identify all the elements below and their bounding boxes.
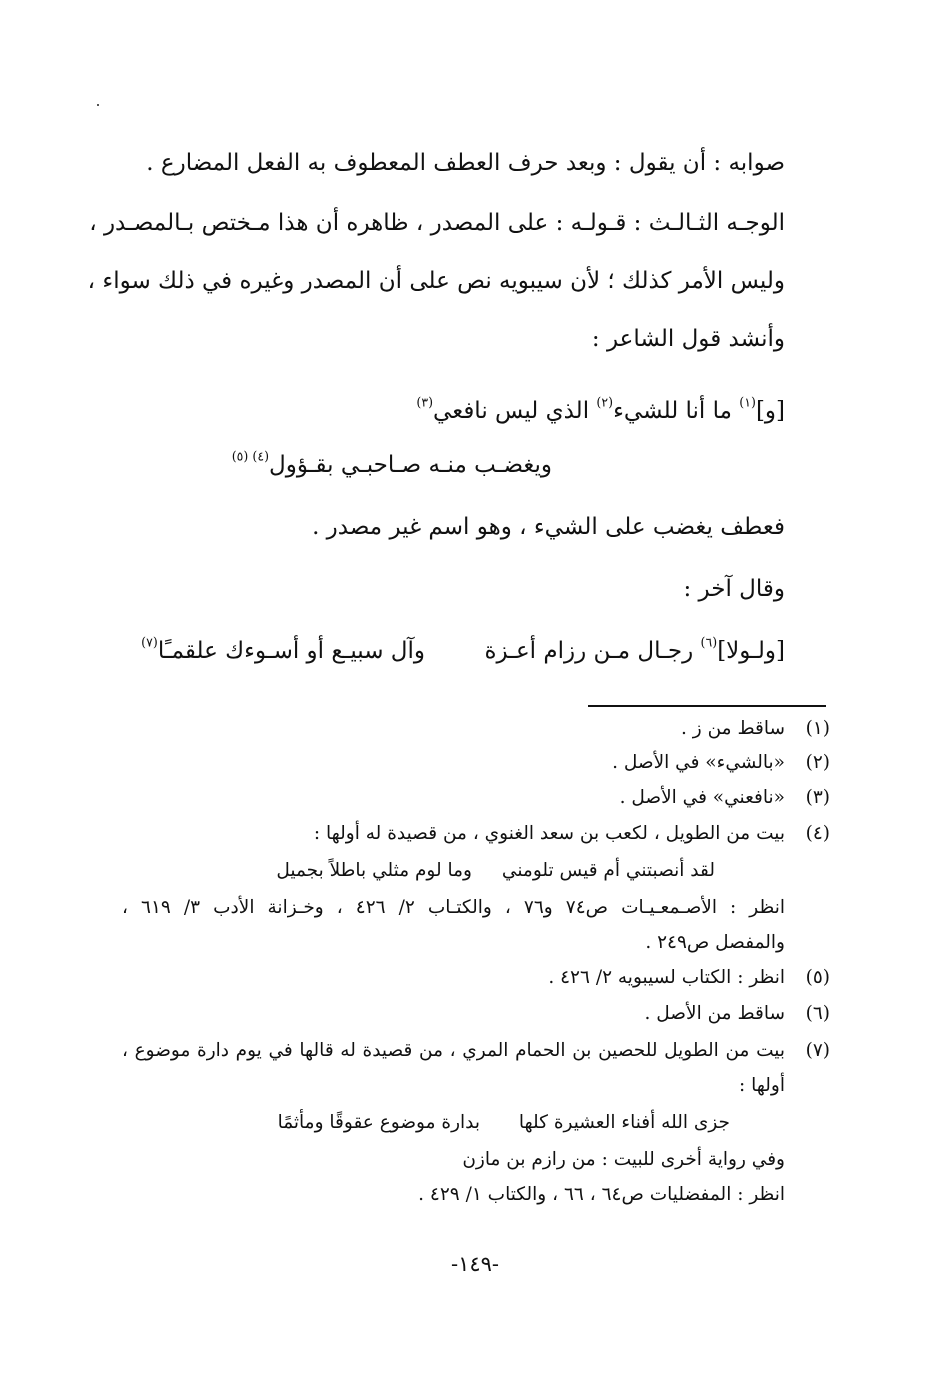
paragraph-line: وأنشد قول الشاعر :	[591, 326, 785, 352]
verse-line-3	[484, 634, 785, 664]
footnote-ref: (١)	[739, 394, 756, 410]
footnote-text: بيت من الطويل للحصين بن الحمام المري ، من قصيدة له قالها في يوم دارة موضوع ،	[122, 1040, 785, 1061]
verse-text: [ولـولا]	[717, 638, 785, 664]
footnote-number: (٣)	[805, 787, 830, 808]
verse-text: [و]	[755, 398, 785, 424]
verse-line-2	[231, 448, 552, 478]
footnote-text: انظر : الأصـمعـيـات ص٧٤ و٧٦ ، والكتـاب ٢/ ٤٢٦ ، وخـزانة الأدب ٣/ ٦١٩ ،	[122, 897, 785, 918]
footnote-number: (٦)	[805, 1003, 830, 1024]
footnote-verse-first-half: جزى الله أفناء العشيرة كلها	[518, 1112, 730, 1133]
verse-text: وآل سبيـع أو أسـوءك علقمـًا	[157, 638, 425, 664]
footnote-text: أولها :	[739, 1075, 785, 1096]
footnote-number: (٤)	[805, 823, 830, 844]
footnote-text: والمفصل ص٢٤٩ .	[645, 932, 785, 953]
paragraph-line: الوجـه الثـالـث : قـولـه : على المصدر ، ظاهره أن هذا مـختص بـالمصـدر ،	[89, 210, 785, 236]
footnote-text: «بالشيء» في الأصل .	[612, 752, 785, 773]
footnote-ref: (٢)	[596, 394, 614, 410]
verse-line-3-second-half	[141, 634, 425, 664]
footnote-verse-second-half: وما لوم مثلي باطلاً بجميل	[276, 860, 472, 881]
verse-line-1	[416, 394, 785, 424]
footnote-text: ساقط من الأصل .	[644, 1003, 785, 1024]
footnote-ref: (٧)	[141, 634, 158, 650]
footnote-number: (٧)	[805, 1040, 830, 1061]
paragraph-line: صوابه : أن يقول : وبعد حرف العطف المعطوف به الفعل المضارع .	[146, 150, 785, 176]
footnote-ref: (٤) (٥)	[231, 448, 270, 464]
paragraph-line: وليس الأمر كذلك ؛ لأن سيبويه نص على أن المصدر وغيره في ذلك سواء ،	[87, 268, 785, 294]
footnote-ref: (٦)	[700, 634, 718, 650]
paragraph-line: وقال آخر :	[683, 576, 785, 602]
verse-text: رجـال مـن رزام أعـزة	[484, 638, 701, 664]
paragraph-line: فعطف يغضب على الشيء ، وهو اسم غير مصدر .	[312, 514, 785, 540]
footnote-text: ساقط من ز .	[681, 718, 785, 739]
footnote-text: «نافعني» في الأصل .	[619, 787, 785, 808]
footnote-text: انظر : الكتاب لسيبويه ٢/ ٤٢٦ .	[548, 967, 785, 988]
footnote-text: انظر : المفضليات ص٦٤ ، ٦٦ ، والكتاب ١/ ٤٢٩ .	[418, 1184, 785, 1205]
verse-text: ما أنا للشيء	[613, 398, 740, 424]
footnote-text: وفي رواية أخرى للبيت : من رازم بن مازن	[462, 1149, 785, 1170]
footnote-number: (١)	[805, 718, 830, 739]
verse-text: الذي ليس نافعي	[433, 398, 597, 424]
verse-text: ويغضـب منـه صـاحبـي بقـؤول	[269, 452, 552, 478]
footnote-number: (٢)	[805, 752, 830, 773]
footnote-verse-second-half: بدارة موضوع عقوقًا ومأثمًا	[277, 1112, 480, 1133]
page-number: -١٤٩-	[450, 1252, 500, 1276]
footnote-ref: (٣)	[416, 394, 434, 410]
footnote-text: بيت من الطويل ، لكعب بن سعد الغنوي ، من قصيدة له أولها :	[313, 823, 785, 844]
footnote-separator	[588, 705, 826, 707]
footnote-number: (٥)	[805, 967, 830, 988]
footnote-verse-first-half: لقد أنصبتني أم قيس تلومني	[501, 860, 715, 881]
speck	[97, 104, 99, 106]
